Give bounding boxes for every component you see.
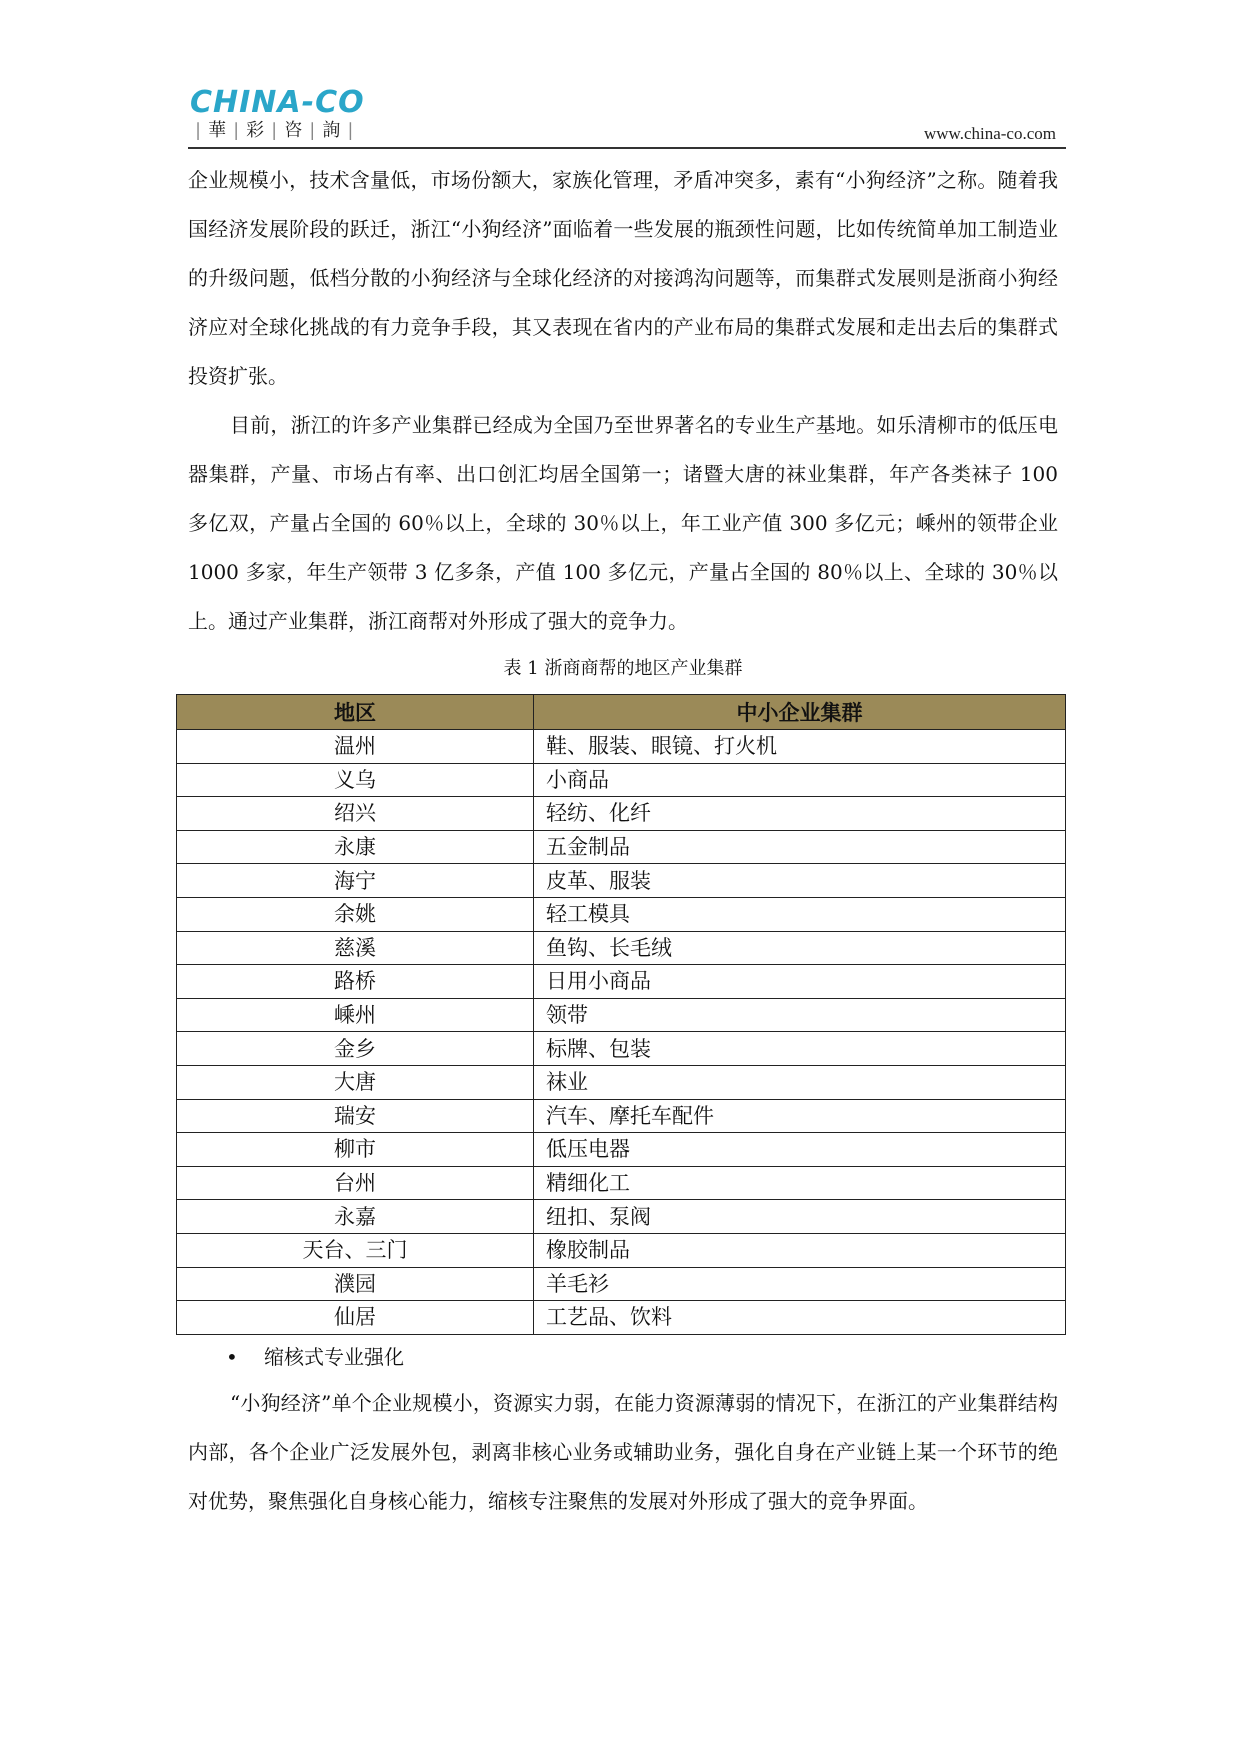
region-cell: 义乌: [177, 763, 534, 797]
header-region: 地区: [177, 695, 534, 730]
paragraph-2: 目前，浙江的许多产业集群已经成为全国乃至世界著名的专业生产基地。如乐清柳市的低压电器集群，产量、市场占有率、出口创汇均居全国第一；诸暨大唐的袜业集群，年产各类袜子 100 多亿双，产量占全国的 60％以上，全球的 30％以上，年工业产值 300 多亿元；嵊州的领带企业 1000 多家，年生产领带 3 亿多条，产值 100 多亿元，产量占全国的 80％以上、全球的 30％以上。通过产业集群，浙江商帮对外形成了强大的竞争力。: [188, 413, 1058, 633]
table-row: [177, 1065, 1066, 1099]
industry-cell: 鱼钩、长毛绒: [534, 931, 1066, 965]
industry-cell: 汽车、摩托车配件: [534, 1099, 1066, 1133]
industry-cell: 轻工模具: [534, 897, 1066, 931]
table-row: [177, 864, 1066, 898]
industry-cell: 工艺品、饮料: [534, 1301, 1066, 1335]
region-cell: 仙居: [177, 1301, 534, 1335]
region-cell: 海宁: [177, 864, 534, 898]
table-caption: 表 1 浙商商帮的地区产业集群: [503, 658, 743, 679]
industry-cell: 皮革、服装: [534, 864, 1066, 898]
industry-cell: 袜业: [534, 1065, 1066, 1099]
region-cell: 温州: [177, 730, 534, 764]
industry-cell: 低压电器: [534, 1133, 1066, 1167]
industry-cell: 橡胶制品: [534, 1233, 1066, 1267]
industry-cell: 小商品: [534, 763, 1066, 797]
logo-char: 咨: [284, 120, 303, 141]
page-header: [188, 86, 1068, 146]
header-industry: 中小企业集群: [534, 695, 1066, 730]
region-cell: 路桥: [177, 965, 534, 999]
industry-cluster-table: [176, 694, 1066, 1335]
table-row: [177, 897, 1066, 931]
region-cell: 天台、三门: [177, 1233, 534, 1267]
region-cell: 濮园: [177, 1267, 534, 1301]
industry-cell: 领带: [534, 998, 1066, 1032]
logo-char: 華: [208, 120, 227, 141]
industry-cell: 纽扣、泵阀: [534, 1200, 1066, 1234]
table-row: [177, 1267, 1066, 1301]
region-cell: 永嘉: [177, 1200, 534, 1234]
region-cell: 慈溪: [177, 931, 534, 965]
industry-cell: 轻纺、化纤: [534, 797, 1066, 831]
region-cell: 嵊州: [177, 998, 534, 1032]
region-cell: 瑞安: [177, 1099, 534, 1133]
table-row: [177, 1133, 1066, 1167]
table-row: [177, 965, 1066, 999]
table-row: [177, 1301, 1066, 1335]
table-row: [177, 1032, 1066, 1066]
table-row: [177, 1233, 1066, 1267]
paragraph-1: 企业规模小，技术含量低，市场份额大，家族化管理，矛盾冲突多，素有“小狗经济”之称。随着我国经济发展阶段的跃迁，浙江“小狗经济”面临着一些发展的瓶颈性问题，比如传统简单加工制造业的升级问题，低档分散的小狗经济与全球化经济的对接鸿沟问题等，而集群式发展则是浙商小狗经济应对全球化挑战的有力竞争手段，其又表现在省内的产业布局的集群式发展和走出去后的集群式投资扩张。: [188, 168, 1058, 388]
industry-cell: 精细化工: [534, 1166, 1066, 1200]
logo-char: 彩: [246, 120, 265, 141]
bullet-icon: •: [226, 1344, 238, 1369]
industry-cell: 日用小商品: [534, 965, 1066, 999]
region-cell: 绍兴: [177, 797, 534, 831]
table-row: [177, 797, 1066, 831]
logo-chinese-name: | 華 | 彩 | 咨 | 詢 |: [195, 120, 354, 141]
table-row: [177, 998, 1066, 1032]
industry-cell: 标牌、包装: [534, 1032, 1066, 1066]
site-url: www.china-co.com: [923, 124, 1056, 143]
table-row: [177, 1200, 1066, 1234]
region-cell: 大唐: [177, 1065, 534, 1099]
header-divider: [188, 147, 1066, 149]
table-row: [177, 763, 1066, 797]
document-body: [188, 156, 1058, 1526]
section-heading-text: 缩核式专业强化: [264, 1344, 404, 1369]
table-body: [177, 730, 1066, 1335]
table-row: [177, 730, 1066, 764]
logo-char: 詢: [322, 120, 341, 141]
industry-cell: 五金制品: [534, 830, 1066, 864]
company-logo: [188, 86, 388, 146]
region-cell: 柳市: [177, 1133, 534, 1167]
table-row: [177, 830, 1066, 864]
industry-cell: 鞋、服装、眼镜、打火机: [534, 730, 1066, 764]
logo-wordmark: CHINA-CO: [190, 85, 365, 120]
region-cell: 金乡: [177, 1032, 534, 1066]
section-heading: [226, 1335, 1058, 1379]
table-header-row: [177, 695, 1066, 730]
table-row: [177, 1166, 1066, 1200]
table-row: [177, 931, 1066, 965]
region-cell: 台州: [177, 1166, 534, 1200]
paragraph-3: “小狗经济”单个企业规模小，资源实力弱，在能力资源薄弱的情况下，在浙江的产业集群结构内部，各个企业广泛发展外包，剥离非核心业务或辅助业务，强化自身在产业链上某一个环节的绝对优势，聚焦强化自身核心能力，缩核专注聚焦的发展对外形成了强大的竞争界面。: [188, 1390, 1058, 1513]
table-row: [177, 1099, 1066, 1133]
region-cell: 永康: [177, 830, 534, 864]
industry-cell: 羊毛衫: [534, 1267, 1066, 1301]
region-cell: 余姚: [177, 897, 534, 931]
